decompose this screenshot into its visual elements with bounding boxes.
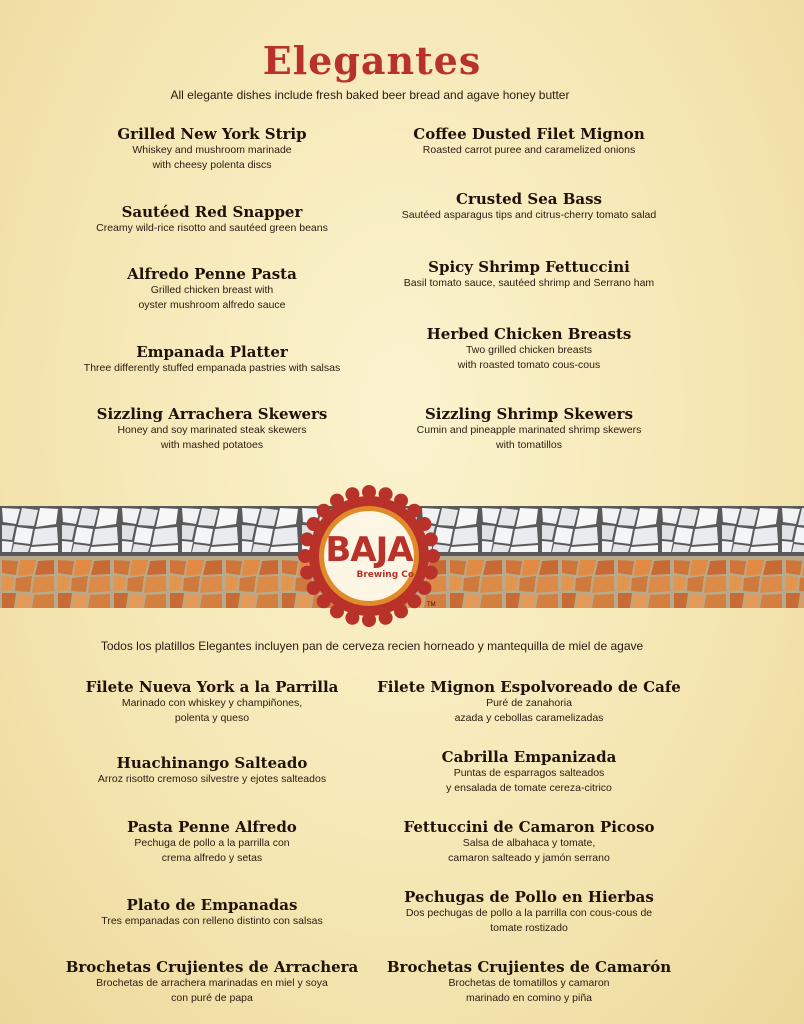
dish-description: polenta y queso — [174, 712, 250, 724]
menu-item — [47, 405, 377, 453]
dish-name: Crusted Sea Bass — [456, 190, 602, 208]
dish-description: Puntas de esparragos salteados — [453, 767, 605, 779]
dish-description: Creamy wild-rice risotto and sautéed green beans — [96, 222, 328, 234]
menu-item — [47, 343, 377, 376]
menu-item — [364, 405, 694, 453]
dish-description: con puré de papa — [171, 992, 253, 1004]
menu-item — [47, 203, 377, 236]
dish-name: Filete Mignon Espolvoreado de Cafe — [377, 678, 681, 696]
dish-description: azada y cebollas caramelizadas — [454, 712, 604, 724]
dish-name: Fettuccini de Camaron Picoso — [403, 818, 655, 836]
dish-name: Sautéed Red Snapper — [121, 203, 303, 221]
logo-sub-text: Brewing Co. — [356, 570, 418, 580]
dish-description: with mashed potatoes — [160, 439, 264, 451]
dish-description: Basil tomato sauce, sautéed shrimp and Serrano ham — [403, 277, 655, 289]
dish-description: Marinado con whiskey y champiñones, — [121, 697, 303, 709]
dish-description: Brochetas de tomatillos y camaron — [448, 977, 610, 989]
dish-description: Whiskey and mushroom marinade — [132, 144, 292, 156]
dish-description: Roasted carrot puree and caramelized onions — [422, 144, 636, 156]
menu-item — [364, 818, 694, 866]
trademark-mark: TM — [427, 602, 436, 608]
dish-description: marinado en comino y piña — [465, 992, 593, 1004]
dish-description: Tres empanadas con relleno distinto con salsas — [101, 915, 323, 927]
menu-item — [364, 888, 694, 936]
baja-brewing-logo — [297, 484, 441, 628]
dish-description: camaron salteado y jamón serrano — [448, 852, 610, 864]
dish-description: Salsa de albahaca y tomate, — [462, 837, 596, 849]
spanish-subtitle: Todos los platillos Elegantes incluyen pan de cerveza recien horneado y mantequilla de miel de agave — [100, 639, 644, 653]
menu-item — [364, 678, 694, 726]
dish-name: Herbed Chicken Breasts — [426, 325, 632, 343]
menu-item — [364, 125, 694, 158]
dish-description: Honey and soy marinated steak skewers — [117, 424, 307, 436]
dish-name: Empanada Platter — [136, 343, 288, 361]
dish-name: Filete Nueva York a la Parrilla — [85, 678, 339, 696]
dish-description: with cheesy polenta discs — [152, 159, 272, 171]
menu-item — [47, 125, 377, 173]
dish-description: Three differently stuffed empanada pastries with salsas — [83, 362, 341, 374]
dish-name: Brochetas Crujientes de Arrachera — [65, 958, 359, 976]
dish-description: Grilled chicken breast with — [150, 284, 274, 296]
dish-description: with tomatillos — [496, 439, 562, 451]
dish-description: with roasted tomato cous-cous — [457, 359, 601, 371]
menu-item — [47, 896, 377, 929]
dish-name: Spicy Shrimp Fettuccini — [428, 258, 630, 276]
dish-description: Two grilled chicken breasts — [465, 344, 593, 356]
dish-description: Puré de zanahoria — [486, 697, 572, 709]
dish-name: Coffee Dusted Filet Mignon — [413, 125, 645, 143]
menu-item — [47, 678, 377, 726]
dish-name: Cabrilla Empanizada — [441, 748, 617, 766]
dish-description: Arroz risotto cremoso silvestre y ejotes salteados — [97, 773, 327, 785]
page-subtitle: All elegante dishes include fresh baked beer bread and agave honey butter — [170, 88, 570, 102]
menu-item — [364, 748, 694, 796]
dish-description: y ensalada de tomate cereza-citrico — [446, 782, 612, 794]
dish-description: Brochetas de arrachera marinadas en miel y soya — [96, 977, 328, 989]
menu-item — [47, 958, 377, 1006]
dish-description: Sautéed asparagus tips and citrus-cherry tomato salad — [401, 209, 657, 221]
dish-description: Dos pechugas de pollo a la parrilla con cous-cous de — [405, 907, 653, 919]
dish-name: Pasta Penne Alfredo — [127, 818, 297, 836]
menu-item — [47, 818, 377, 866]
dish-name: Plato de Empanadas — [126, 896, 298, 914]
menu-item — [47, 754, 377, 787]
logo-main-text: BAJA — [325, 530, 413, 570]
dish-name: Sizzling Shrimp Skewers — [424, 405, 634, 423]
menu-item — [364, 325, 694, 373]
menu-item — [364, 190, 694, 223]
dish-description: Cumin and pineapple marinated shrimp skewers — [416, 424, 642, 436]
menu-item — [364, 258, 694, 291]
dish-description: tomate rostizado — [490, 922, 568, 934]
dish-name: Brochetas Crujientes de Camarón — [386, 958, 672, 976]
dish-name: Sizzling Arrachera Skewers — [96, 405, 328, 423]
menu-item — [364, 958, 694, 1006]
dish-description: crema alfredo y setas — [161, 852, 263, 864]
dish-name: Huachinango Salteado — [116, 754, 308, 772]
dish-name: Pechugas de Pollo en Hierbas — [404, 888, 654, 906]
dish-name: Grilled New York Strip — [117, 125, 307, 143]
dish-name: Alfredo Penne Pasta — [127, 265, 297, 283]
page-title: Elegantes — [262, 38, 482, 83]
dish-description: Pechuga de pollo a la parrilla con — [134, 837, 290, 849]
menu-item — [47, 265, 377, 313]
dish-description: oyster mushroom alfredo sauce — [138, 299, 286, 311]
